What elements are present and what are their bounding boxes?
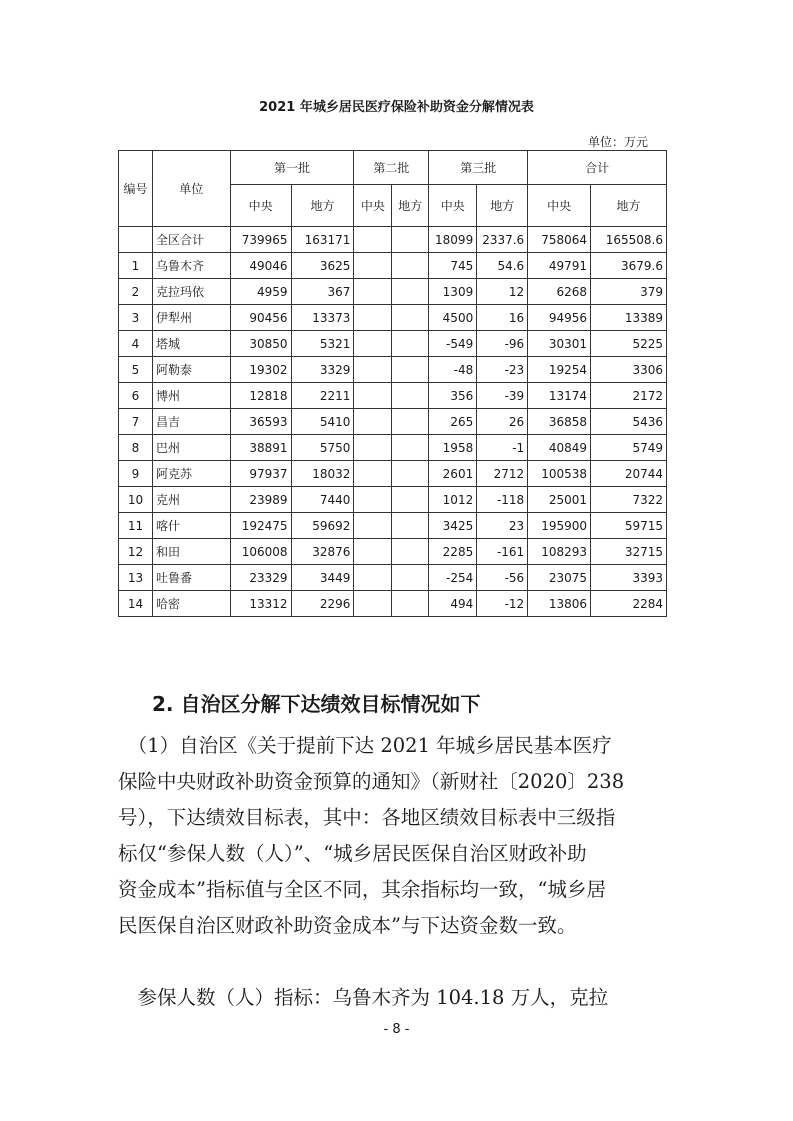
cell-batch3-local: 26 [477, 409, 528, 435]
cell-batch1-local: 3329 [291, 357, 354, 383]
cell-batch2-local [392, 539, 429, 565]
header-local: 地方 [291, 185, 354, 227]
cell-batch3-central: 2601 [429, 461, 477, 487]
cell-batch2-local [392, 513, 429, 539]
cell-no: 6 [119, 383, 153, 409]
cell-batch1-local: 3625 [291, 253, 354, 279]
table-row [119, 383, 667, 409]
cell-batch1-central: 12818 [230, 383, 291, 409]
cell-batch1-local: 2211 [291, 383, 354, 409]
header-central: 中央 [230, 185, 291, 227]
cell-batch1-local: 367 [291, 279, 354, 305]
cell-total-central: 36858 [528, 409, 591, 435]
cell-batch2-local [392, 409, 429, 435]
cell-batch2-local [392, 461, 429, 487]
cell-batch1-central: 192475 [230, 513, 291, 539]
cell-batch2-local [392, 357, 429, 383]
cell-batch2-local [392, 487, 429, 513]
cell-batch2-local [392, 383, 429, 409]
cell-no: 9 [119, 461, 153, 487]
table-row [119, 357, 667, 383]
cell-unit-name: 乌鲁木齐 [152, 253, 230, 279]
cell-unit-name: 喀什 [152, 513, 230, 539]
cell-batch3-central: 1012 [429, 487, 477, 513]
cell-batch1-local: 3449 [291, 565, 354, 591]
cell-total-central: 30301 [528, 331, 591, 357]
cell-total-central: 108293 [528, 539, 591, 565]
cell-batch1-local: 2296 [291, 591, 354, 617]
cell-total-central: 19254 [528, 357, 591, 383]
cell-batch2-central [354, 227, 392, 253]
header-total: 合计 [528, 151, 667, 185]
cell-batch1-local: 163171 [291, 227, 354, 253]
cell-batch3-central: 1958 [429, 435, 477, 461]
cell-batch2-central [354, 409, 392, 435]
cell-batch1-central: 739965 [230, 227, 291, 253]
header-local: 地方 [477, 185, 528, 227]
cell-no: 2 [119, 279, 153, 305]
header-unit: 单位 [152, 151, 230, 227]
cell-batch1-local: 5410 [291, 409, 354, 435]
cell-total-central: 25001 [528, 487, 591, 513]
cell-total-local: 13389 [591, 305, 667, 331]
cell-no: 7 [119, 409, 153, 435]
cell-unit-name: 塔城 [152, 331, 230, 357]
paragraph-line: 号），下达绩效目标表，其中：各地区绩效目标表中三级指 [118, 806, 616, 829]
paragraph-line: 资金成本”指标值与全区不同，其余指标均一致，“城乡居 [118, 878, 606, 901]
cell-no: 13 [119, 565, 153, 591]
cell-batch2-local [392, 435, 429, 461]
cell-batch2-central [354, 513, 392, 539]
cell-total-local: 5436 [591, 409, 667, 435]
cell-batch1-central: 19302 [230, 357, 291, 383]
table-row [119, 331, 667, 357]
table-row [119, 409, 667, 435]
cell-batch1-local: 13373 [291, 305, 354, 331]
table-row [119, 565, 667, 591]
cell-total-local: 165508.6 [591, 227, 667, 253]
cell-no: 12 [119, 539, 153, 565]
paragraph-line: 标仅“参保人数（人）”、“城乡居民医保自治区财政补助 [118, 842, 587, 865]
cell-batch2-central [354, 279, 392, 305]
cell-batch2-central [354, 591, 392, 617]
cell-batch1-central: 36593 [230, 409, 291, 435]
cell-batch1-local: 59692 [291, 513, 354, 539]
cell-batch3-central: 2285 [429, 539, 477, 565]
cell-unit-name: 吐鲁番 [152, 565, 230, 591]
header-central: 中央 [528, 185, 591, 227]
cell-total-local: 5749 [591, 435, 667, 461]
cell-no: 3 [119, 305, 153, 331]
cell-total-central: 13174 [528, 383, 591, 409]
cell-batch1-central: 38891 [230, 435, 291, 461]
table-row [119, 227, 667, 253]
cell-total-local: 7322 [591, 487, 667, 513]
cell-unit-name: 昌吉 [152, 409, 230, 435]
header-local: 地方 [591, 185, 667, 227]
header-batch1: 第一批 [230, 151, 354, 185]
cell-unit-name: 和田 [152, 539, 230, 565]
cell-no [119, 227, 153, 253]
cell-total-central: 23075 [528, 565, 591, 591]
cell-total-local: 3306 [591, 357, 667, 383]
table-row [119, 461, 667, 487]
cell-batch2-central [354, 253, 392, 279]
cell-batch3-local: 23 [477, 513, 528, 539]
cell-batch2-local [392, 565, 429, 591]
cell-total-local: 2284 [591, 591, 667, 617]
cell-no: 8 [119, 435, 153, 461]
cell-batch3-local: -118 [477, 487, 528, 513]
cell-batch1-local: 5321 [291, 331, 354, 357]
header-batch3: 第三批 [429, 151, 528, 185]
cell-no: 10 [119, 487, 153, 513]
cell-batch1-local: 7440 [291, 487, 354, 513]
allocation-table [118, 150, 667, 617]
cell-batch2-central [354, 305, 392, 331]
cell-batch2-local [392, 253, 429, 279]
cell-batch1-central: 90456 [230, 305, 291, 331]
unit-label: 单位：万元 [588, 135, 649, 149]
cell-batch2-local [392, 279, 429, 305]
cell-batch2-local [392, 227, 429, 253]
cell-batch1-central: 97937 [230, 461, 291, 487]
cell-total-central: 100538 [528, 461, 591, 487]
paragraph-line: 民医保自治区财政补助资金成本”与下达资金数一致。 [118, 914, 577, 937]
cell-unit-name: 伊犁州 [152, 305, 230, 331]
cell-batch2-central [354, 435, 392, 461]
table-row [119, 279, 667, 305]
cell-batch3-central: 494 [429, 591, 477, 617]
cell-total-local: 2172 [591, 383, 667, 409]
cell-batch3-local: -96 [477, 331, 528, 357]
cell-batch3-central: 3425 [429, 513, 477, 539]
paragraph-2 [118, 980, 678, 1016]
cell-unit-name: 哈密 [152, 591, 230, 617]
cell-batch2-local [392, 305, 429, 331]
table-row [119, 513, 667, 539]
cell-batch3-local: -161 [477, 539, 528, 565]
cell-batch3-central: 745 [429, 253, 477, 279]
cell-total-central: 13806 [528, 591, 591, 617]
cell-batch3-central: -254 [429, 565, 477, 591]
cell-unit-name: 全区合计 [152, 227, 230, 253]
cell-batch1-local: 18032 [291, 461, 354, 487]
cell-total-local: 20744 [591, 461, 667, 487]
cell-batch3-local: 12 [477, 279, 528, 305]
paragraph-1 [118, 728, 678, 944]
header-central: 中央 [354, 185, 392, 227]
cell-no: 5 [119, 357, 153, 383]
cell-total-central: 94956 [528, 305, 591, 331]
cell-batch3-central: 356 [429, 383, 477, 409]
cell-batch1-central: 13312 [230, 591, 291, 617]
cell-batch2-central [354, 331, 392, 357]
table-title: 2021 年城乡居民医疗保险补助资金分解情况表 [259, 100, 534, 115]
cell-batch3-local: 2712 [477, 461, 528, 487]
cell-batch1-central: 30850 [230, 331, 291, 357]
cell-batch2-central [354, 487, 392, 513]
page-number: - 8 - [383, 1022, 410, 1037]
cell-batch1-local: 32876 [291, 539, 354, 565]
cell-unit-name: 克拉玛依 [152, 279, 230, 305]
paragraph-line: 参保人数（人）指标：乌鲁木齐为 104.18 万人，克拉 [118, 986, 609, 1009]
section-title: 2. 自治区分解下达绩效目标情况如下 [152, 692, 481, 716]
cell-total-local: 32715 [591, 539, 667, 565]
cell-total-central: 49791 [528, 253, 591, 279]
cell-batch3-local: -56 [477, 565, 528, 591]
cell-batch3-central: 1309 [429, 279, 477, 305]
cell-total-local: 3679.6 [591, 253, 667, 279]
cell-batch2-central [354, 461, 392, 487]
cell-batch3-central: -549 [429, 331, 477, 357]
cell-batch2-central [354, 357, 392, 383]
cell-no: 11 [119, 513, 153, 539]
cell-batch3-central: 265 [429, 409, 477, 435]
cell-batch2-central [354, 539, 392, 565]
cell-batch3-local: 54.6 [477, 253, 528, 279]
cell-total-central: 40849 [528, 435, 591, 461]
cell-unit-name: 克州 [152, 487, 230, 513]
cell-total-local: 379 [591, 279, 667, 305]
cell-batch1-central: 49046 [230, 253, 291, 279]
cell-unit-name: 巴州 [152, 435, 230, 461]
cell-unit-name: 博州 [152, 383, 230, 409]
cell-batch3-local: -23 [477, 357, 528, 383]
table-row [119, 435, 667, 461]
cell-unit-name: 阿勒泰 [152, 357, 230, 383]
cell-batch1-central: 23989 [230, 487, 291, 513]
cell-batch2-local [392, 591, 429, 617]
cell-total-local: 5225 [591, 331, 667, 357]
table-row [119, 305, 667, 331]
header-central: 中央 [429, 185, 477, 227]
cell-batch2-local [392, 331, 429, 357]
cell-batch1-central: 106008 [230, 539, 291, 565]
cell-batch3-local: 2337.6 [477, 227, 528, 253]
cell-batch3-central: 18099 [429, 227, 477, 253]
cell-unit-name: 阿克苏 [152, 461, 230, 487]
cell-batch1-local: 5750 [291, 435, 354, 461]
cell-no: 4 [119, 331, 153, 357]
paragraph-line: 保险中央财政补助资金预算的通知》（新财社〔2020〕238 [118, 770, 625, 793]
cell-no: 1 [119, 253, 153, 279]
cell-batch3-local: -12 [477, 591, 528, 617]
cell-total-central: 195900 [528, 513, 591, 539]
header-batch2: 第二批 [354, 151, 429, 185]
table-row [119, 539, 667, 565]
cell-total-local: 59715 [591, 513, 667, 539]
cell-total-central: 758064 [528, 227, 591, 253]
header-local: 地方 [392, 185, 429, 227]
cell-batch1-central: 23329 [230, 565, 291, 591]
paragraph-line: （1）自治区《关于提前下达 2021 年城乡居民基本医疗 [118, 734, 612, 757]
header-row-1 [119, 151, 667, 185]
cell-total-central: 6268 [528, 279, 591, 305]
cell-no: 14 [119, 591, 153, 617]
table-row [119, 591, 667, 617]
header-no: 编号 [119, 151, 153, 227]
cell-batch3-local: -39 [477, 383, 528, 409]
cell-batch1-central: 4959 [230, 279, 291, 305]
cell-batch3-local: 16 [477, 305, 528, 331]
cell-total-local: 3393 [591, 565, 667, 591]
cell-batch3-central: -48 [429, 357, 477, 383]
cell-batch2-central [354, 383, 392, 409]
table-row [119, 487, 667, 513]
table-row [119, 253, 667, 279]
cell-batch3-local: -1 [477, 435, 528, 461]
cell-batch3-central: 4500 [429, 305, 477, 331]
cell-batch2-central [354, 565, 392, 591]
